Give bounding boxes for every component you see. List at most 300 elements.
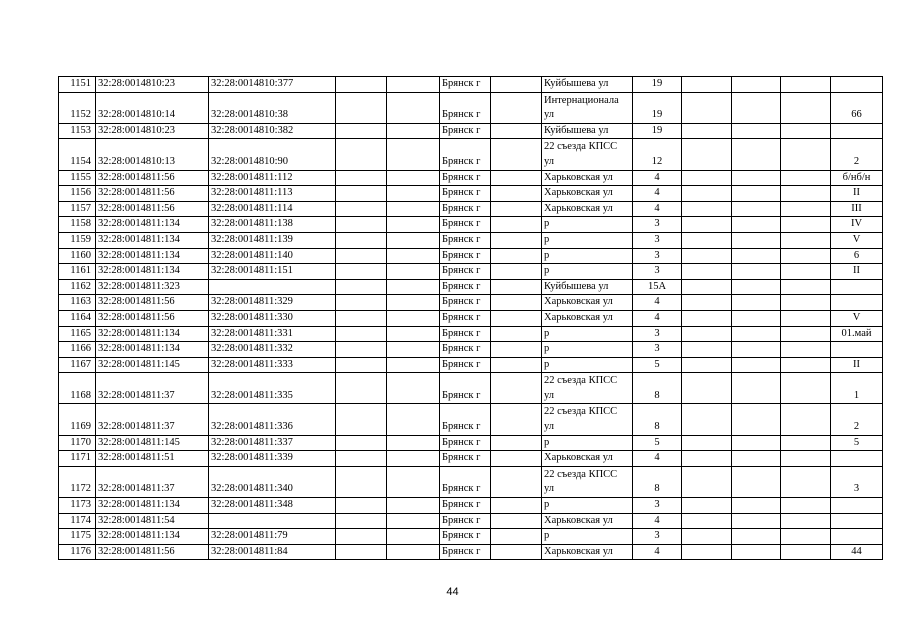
street-cell bbox=[542, 466, 633, 497]
table-row bbox=[59, 529, 883, 545]
apartment-cell: б/нб/н bbox=[831, 170, 883, 186]
empty-cell bbox=[682, 279, 732, 295]
empty-cell bbox=[491, 186, 542, 202]
street-line: Харьковская ул bbox=[544, 202, 613, 214]
cadastral-number-cell: 32:28:0014811:139 bbox=[209, 232, 336, 248]
table-row bbox=[59, 342, 883, 358]
cadastral-parent-cell: 32:28:0014811:54 bbox=[96, 513, 209, 529]
empty-cell bbox=[781, 451, 831, 467]
table-row bbox=[59, 466, 883, 497]
cadastral-parent-cell: 32:28:0014811:134 bbox=[96, 498, 209, 514]
city-cell: Брянск г bbox=[440, 217, 491, 233]
empty-cell bbox=[682, 123, 732, 139]
empty-cell bbox=[781, 466, 831, 497]
cadastral-number-cell: 32:28:0014811:335 bbox=[209, 373, 336, 404]
empty-cell bbox=[387, 248, 440, 264]
house-cell: 19 bbox=[633, 123, 682, 139]
table-row bbox=[59, 232, 883, 248]
house-cell: 3 bbox=[633, 529, 682, 545]
house-cell: 8 bbox=[633, 466, 682, 497]
empty-cell bbox=[491, 170, 542, 186]
apartment-cell: 2 bbox=[831, 139, 883, 170]
empty-cell bbox=[491, 513, 542, 529]
city-cell: Брянск г bbox=[440, 498, 491, 514]
house-cell: 4 bbox=[633, 295, 682, 311]
empty-cell bbox=[336, 201, 387, 217]
empty-cell bbox=[336, 326, 387, 342]
empty-cell bbox=[781, 310, 831, 326]
city-cell: Брянск г bbox=[440, 232, 491, 248]
table-row bbox=[59, 92, 883, 123]
cadastral-number-cell: 32:28:0014811:348 bbox=[209, 498, 336, 514]
cadastral-parent-cell: 32:28:0014810:13 bbox=[96, 139, 209, 170]
house-cell: 12 bbox=[633, 139, 682, 170]
house-cell: 3 bbox=[633, 232, 682, 248]
empty-cell bbox=[781, 435, 831, 451]
apartment-cell bbox=[831, 451, 883, 467]
empty-cell bbox=[387, 310, 440, 326]
apartment-cell bbox=[831, 498, 883, 514]
empty-cell bbox=[336, 435, 387, 451]
cadastral-parent-cell: 32:28:0014811:134 bbox=[96, 217, 209, 233]
empty-cell bbox=[336, 186, 387, 202]
cadastral-parent-cell: 32:28:0014810:23 bbox=[96, 123, 209, 139]
apartment-cell: 2 bbox=[831, 404, 883, 435]
empty-cell bbox=[732, 498, 781, 514]
street-line: Интернационала bbox=[544, 94, 619, 106]
empty-cell bbox=[491, 310, 542, 326]
street-cell bbox=[542, 123, 633, 139]
house-cell: 3 bbox=[633, 498, 682, 514]
table-row bbox=[59, 170, 883, 186]
empty-cell bbox=[336, 248, 387, 264]
empty-cell bbox=[732, 170, 781, 186]
city-cell: Брянск г bbox=[440, 310, 491, 326]
empty-cell bbox=[336, 544, 387, 560]
table-row bbox=[59, 295, 883, 311]
house-cell: 4 bbox=[633, 170, 682, 186]
table-row bbox=[59, 357, 883, 373]
empty-cell bbox=[732, 92, 781, 123]
empty-cell bbox=[387, 123, 440, 139]
empty-cell bbox=[387, 264, 440, 280]
cadastral-parent-cell: 32:28:0014811:145 bbox=[96, 357, 209, 373]
cadastral-number-cell: 32:28:0014811:79 bbox=[209, 529, 336, 545]
cadastral-parent-cell: 32:28:0014811:37 bbox=[96, 373, 209, 404]
street-line: р bbox=[544, 233, 550, 245]
street-line: р bbox=[544, 218, 550, 230]
house-cell: 4 bbox=[633, 544, 682, 560]
street-line: р bbox=[544, 499, 550, 511]
street-line: Харьковская ул bbox=[544, 187, 613, 199]
empty-cell bbox=[491, 248, 542, 264]
empty-cell bbox=[682, 357, 732, 373]
street-line: Харьковская ул bbox=[544, 452, 613, 464]
empty-cell bbox=[387, 373, 440, 404]
empty-cell bbox=[336, 373, 387, 404]
street-cell bbox=[542, 170, 633, 186]
street-cell bbox=[542, 326, 633, 342]
row-number-cell: 1156 bbox=[59, 186, 96, 202]
empty-cell bbox=[387, 279, 440, 295]
street-line: 22 съезда КПСС bbox=[544, 375, 618, 387]
empty-cell bbox=[682, 186, 732, 202]
empty-cell bbox=[387, 435, 440, 451]
apartment-cell: 5 bbox=[831, 435, 883, 451]
cadastral-number-cell: 32:28:0014810:38 bbox=[209, 92, 336, 123]
empty-cell bbox=[682, 295, 732, 311]
city-cell: Брянск г bbox=[440, 342, 491, 358]
empty-cell bbox=[732, 248, 781, 264]
empty-cell bbox=[732, 264, 781, 280]
row-number-cell: 1166 bbox=[59, 342, 96, 358]
empty-cell bbox=[336, 310, 387, 326]
empty-cell bbox=[781, 217, 831, 233]
row-number-cell: 1165 bbox=[59, 326, 96, 342]
empty-cell bbox=[491, 435, 542, 451]
empty-cell bbox=[732, 513, 781, 529]
cadastral-parent-cell: 32:28:0014811:145 bbox=[96, 435, 209, 451]
empty-cell bbox=[336, 529, 387, 545]
empty-cell bbox=[387, 92, 440, 123]
empty-cell bbox=[491, 466, 542, 497]
row-number-cell: 1168 bbox=[59, 373, 96, 404]
empty-cell bbox=[682, 217, 732, 233]
empty-cell bbox=[387, 451, 440, 467]
street-cell bbox=[542, 77, 633, 93]
house-cell: 19 bbox=[633, 92, 682, 123]
street-line: 22 съезда КПСС bbox=[544, 406, 618, 418]
empty-cell bbox=[781, 186, 831, 202]
empty-cell bbox=[387, 357, 440, 373]
empty-cell bbox=[732, 186, 781, 202]
table-row bbox=[59, 404, 883, 435]
empty-cell bbox=[781, 123, 831, 139]
empty-cell bbox=[491, 92, 542, 123]
empty-cell bbox=[336, 513, 387, 529]
empty-cell bbox=[682, 264, 732, 280]
city-cell: Брянск г bbox=[440, 466, 491, 497]
street-cell bbox=[542, 498, 633, 514]
street-cell bbox=[542, 264, 633, 280]
street-cell bbox=[542, 295, 633, 311]
empty-cell bbox=[336, 357, 387, 373]
city-cell: Брянск г bbox=[440, 544, 491, 560]
empty-cell bbox=[491, 279, 542, 295]
empty-cell bbox=[781, 513, 831, 529]
table-body bbox=[59, 77, 883, 560]
cadastral-parent-cell: 32:28:0014810:14 bbox=[96, 92, 209, 123]
empty-cell bbox=[682, 404, 732, 435]
cadastral-number-cell: 32:28:0014810:382 bbox=[209, 123, 336, 139]
cadastral-number-cell: 32:28:0014811:114 bbox=[209, 201, 336, 217]
row-number-cell: 1154 bbox=[59, 139, 96, 170]
empty-cell bbox=[491, 232, 542, 248]
street-line: Харьковская ул bbox=[544, 171, 613, 183]
empty-cell bbox=[682, 342, 732, 358]
empty-cell bbox=[682, 326, 732, 342]
cadastral-number-cell: 32:28:0014811:331 bbox=[209, 326, 336, 342]
empty-cell bbox=[682, 498, 732, 514]
empty-cell bbox=[491, 139, 542, 170]
street-line: ул bbox=[544, 155, 555, 167]
city-cell: Брянск г bbox=[440, 186, 491, 202]
empty-cell bbox=[491, 201, 542, 217]
cadastral-number-cell: 32:28:0014811:340 bbox=[209, 466, 336, 497]
table-row bbox=[59, 248, 883, 264]
apartment-cell: 3 bbox=[831, 466, 883, 497]
cadastral-parent-cell: 32:28:0014810:23 bbox=[96, 77, 209, 93]
apartment-cell: V bbox=[831, 310, 883, 326]
street-line: Куйбышева ул bbox=[544, 124, 609, 136]
house-cell: 15А bbox=[633, 279, 682, 295]
empty-cell bbox=[781, 529, 831, 545]
city-cell: Брянск г bbox=[440, 77, 491, 93]
street-line: Харьковская ул bbox=[544, 514, 613, 526]
table-row bbox=[59, 451, 883, 467]
table-row bbox=[59, 217, 883, 233]
house-cell: 3 bbox=[633, 264, 682, 280]
row-number-cell: 1174 bbox=[59, 513, 96, 529]
empty-cell bbox=[781, 201, 831, 217]
row-number-cell: 1162 bbox=[59, 279, 96, 295]
row-number-cell: 1160 bbox=[59, 248, 96, 264]
table-row bbox=[59, 139, 883, 170]
empty-cell bbox=[491, 373, 542, 404]
empty-cell bbox=[732, 466, 781, 497]
apartment-cell: II bbox=[831, 186, 883, 202]
street-cell bbox=[542, 529, 633, 545]
empty-cell bbox=[682, 248, 732, 264]
empty-cell bbox=[781, 264, 831, 280]
empty-cell bbox=[387, 186, 440, 202]
street-line: р bbox=[544, 436, 550, 448]
cadastral-parent-cell: 32:28:0014811:323 bbox=[96, 279, 209, 295]
empty-cell bbox=[732, 357, 781, 373]
empty-cell bbox=[682, 201, 732, 217]
street-cell bbox=[542, 232, 633, 248]
city-cell: Брянск г bbox=[440, 295, 491, 311]
city-cell: Брянск г bbox=[440, 123, 491, 139]
empty-cell bbox=[732, 123, 781, 139]
cadastral-parent-cell: 32:28:0014811:56 bbox=[96, 186, 209, 202]
row-number-cell: 1170 bbox=[59, 435, 96, 451]
apartment-cell: 6 bbox=[831, 248, 883, 264]
empty-cell bbox=[491, 544, 542, 560]
cadastral-number-cell: 32:28:0014811:336 bbox=[209, 404, 336, 435]
empty-cell bbox=[387, 529, 440, 545]
empty-cell bbox=[781, 326, 831, 342]
empty-cell bbox=[387, 217, 440, 233]
house-cell: 8 bbox=[633, 373, 682, 404]
empty-cell bbox=[491, 77, 542, 93]
empty-cell bbox=[491, 217, 542, 233]
table-row bbox=[59, 264, 883, 280]
cadastral-number-cell: 32:28:0014811:332 bbox=[209, 342, 336, 358]
empty-cell bbox=[491, 342, 542, 358]
empty-cell bbox=[682, 544, 732, 560]
empty-cell bbox=[732, 217, 781, 233]
row-number-cell: 1159 bbox=[59, 232, 96, 248]
street-line: Харьковская ул bbox=[544, 545, 613, 557]
house-cell: 3 bbox=[633, 248, 682, 264]
cadastral-number-cell: 32:28:0014811:151 bbox=[209, 264, 336, 280]
apartment-cell: 44 bbox=[831, 544, 883, 560]
house-cell: 3 bbox=[633, 217, 682, 233]
empty-cell bbox=[781, 342, 831, 358]
cadastral-parent-cell: 32:28:0014811:56 bbox=[96, 170, 209, 186]
row-number-cell: 1172 bbox=[59, 466, 96, 497]
empty-cell bbox=[491, 357, 542, 373]
table-row bbox=[59, 513, 883, 529]
empty-cell bbox=[682, 77, 732, 93]
house-cell: 4 bbox=[633, 310, 682, 326]
empty-cell bbox=[781, 279, 831, 295]
empty-cell bbox=[781, 170, 831, 186]
house-cell: 4 bbox=[633, 186, 682, 202]
street-line: Куйбышева ул bbox=[544, 78, 609, 89]
empty-cell bbox=[781, 544, 831, 560]
empty-cell bbox=[732, 435, 781, 451]
row-number-cell: 1151 bbox=[59, 77, 96, 93]
empty-cell bbox=[732, 404, 781, 435]
apartment-cell bbox=[831, 123, 883, 139]
row-number-cell: 1157 bbox=[59, 201, 96, 217]
empty-cell bbox=[732, 544, 781, 560]
city-cell: Брянск г bbox=[440, 326, 491, 342]
apartment-cell bbox=[831, 77, 883, 93]
empty-cell bbox=[682, 529, 732, 545]
empty-cell bbox=[682, 513, 732, 529]
row-number-cell: 1155 bbox=[59, 170, 96, 186]
property-register-table bbox=[58, 76, 883, 560]
empty-cell bbox=[781, 232, 831, 248]
house-cell: 4 bbox=[633, 513, 682, 529]
house-cell: 3 bbox=[633, 326, 682, 342]
empty-cell bbox=[387, 77, 440, 93]
row-number-cell: 1152 bbox=[59, 92, 96, 123]
empty-cell bbox=[491, 451, 542, 467]
house-cell: 4 bbox=[633, 201, 682, 217]
apartment-cell bbox=[831, 295, 883, 311]
empty-cell bbox=[336, 404, 387, 435]
table-row bbox=[59, 186, 883, 202]
apartment-cell: III bbox=[831, 201, 883, 217]
empty-cell bbox=[491, 123, 542, 139]
cadastral-parent-cell: 32:28:0014811:134 bbox=[96, 232, 209, 248]
row-number-cell: 1161 bbox=[59, 264, 96, 280]
cadastral-parent-cell: 32:28:0014811:37 bbox=[96, 404, 209, 435]
table-row bbox=[59, 123, 883, 139]
table-row bbox=[59, 373, 883, 404]
empty-cell bbox=[682, 232, 732, 248]
empty-cell bbox=[732, 279, 781, 295]
cadastral-number-cell: 32:28:0014811:138 bbox=[209, 217, 336, 233]
street-cell bbox=[542, 217, 633, 233]
city-cell: Брянск г bbox=[440, 529, 491, 545]
table-row bbox=[59, 435, 883, 451]
apartment-cell bbox=[831, 529, 883, 545]
row-number-cell: 1167 bbox=[59, 357, 96, 373]
table-row bbox=[59, 77, 883, 93]
street-line: р bbox=[544, 249, 550, 261]
empty-cell bbox=[732, 326, 781, 342]
empty-cell bbox=[732, 310, 781, 326]
street-cell bbox=[542, 513, 633, 529]
cadastral-parent-cell: 32:28:0014811:134 bbox=[96, 529, 209, 545]
empty-cell bbox=[491, 529, 542, 545]
cadastral-number-cell: 32:28:0014811:339 bbox=[209, 451, 336, 467]
row-number-cell: 1164 bbox=[59, 310, 96, 326]
street-cell bbox=[542, 451, 633, 467]
empty-cell bbox=[682, 139, 732, 170]
row-number-cell: 1171 bbox=[59, 451, 96, 467]
empty-cell bbox=[387, 232, 440, 248]
empty-cell bbox=[682, 170, 732, 186]
empty-cell bbox=[336, 217, 387, 233]
empty-cell bbox=[781, 77, 831, 93]
apartment-cell: V bbox=[831, 232, 883, 248]
empty-cell bbox=[336, 264, 387, 280]
cadastral-number-cell: 32:28:0014811:113 bbox=[209, 186, 336, 202]
empty-cell bbox=[781, 498, 831, 514]
cadastral-parent-cell: 32:28:0014811:56 bbox=[96, 295, 209, 311]
street-cell bbox=[542, 435, 633, 451]
street-cell bbox=[542, 201, 633, 217]
table-row bbox=[59, 544, 883, 560]
apartment-cell: II bbox=[831, 357, 883, 373]
street-line: Куйбышева ул bbox=[544, 280, 609, 292]
empty-cell bbox=[387, 326, 440, 342]
street-line: р bbox=[544, 530, 550, 542]
apartment-cell: 01.май bbox=[831, 326, 883, 342]
empty-cell bbox=[732, 529, 781, 545]
street-cell bbox=[542, 310, 633, 326]
empty-cell bbox=[781, 373, 831, 404]
street-cell bbox=[542, 139, 633, 170]
empty-cell bbox=[732, 373, 781, 404]
empty-cell bbox=[336, 279, 387, 295]
row-number-cell: 1169 bbox=[59, 404, 96, 435]
cadastral-number-cell: 32:28:0014811:140 bbox=[209, 248, 336, 264]
empty-cell bbox=[336, 232, 387, 248]
empty-cell bbox=[336, 498, 387, 514]
street-cell bbox=[542, 279, 633, 295]
empty-cell bbox=[682, 466, 732, 497]
empty-cell bbox=[781, 357, 831, 373]
street-cell bbox=[542, 186, 633, 202]
table-row bbox=[59, 326, 883, 342]
apartment-cell bbox=[831, 513, 883, 529]
city-cell: Брянск г bbox=[440, 170, 491, 186]
house-cell: 4 bbox=[633, 451, 682, 467]
cadastral-parent-cell: 32:28:0014811:56 bbox=[96, 544, 209, 560]
cadastral-number-cell bbox=[209, 513, 336, 529]
empty-cell bbox=[682, 310, 732, 326]
street-line: р bbox=[544, 265, 550, 277]
empty-cell bbox=[781, 139, 831, 170]
apartment-cell: IV bbox=[831, 217, 883, 233]
cadastral-number-cell: 32:28:0014811:84 bbox=[209, 544, 336, 560]
street-line: 22 съезда КПСС bbox=[544, 141, 618, 153]
empty-cell bbox=[732, 295, 781, 311]
row-number-cell: 1158 bbox=[59, 217, 96, 233]
empty-cell bbox=[781, 248, 831, 264]
empty-cell bbox=[732, 77, 781, 93]
empty-cell bbox=[336, 139, 387, 170]
empty-cell bbox=[781, 92, 831, 123]
street-cell bbox=[542, 404, 633, 435]
